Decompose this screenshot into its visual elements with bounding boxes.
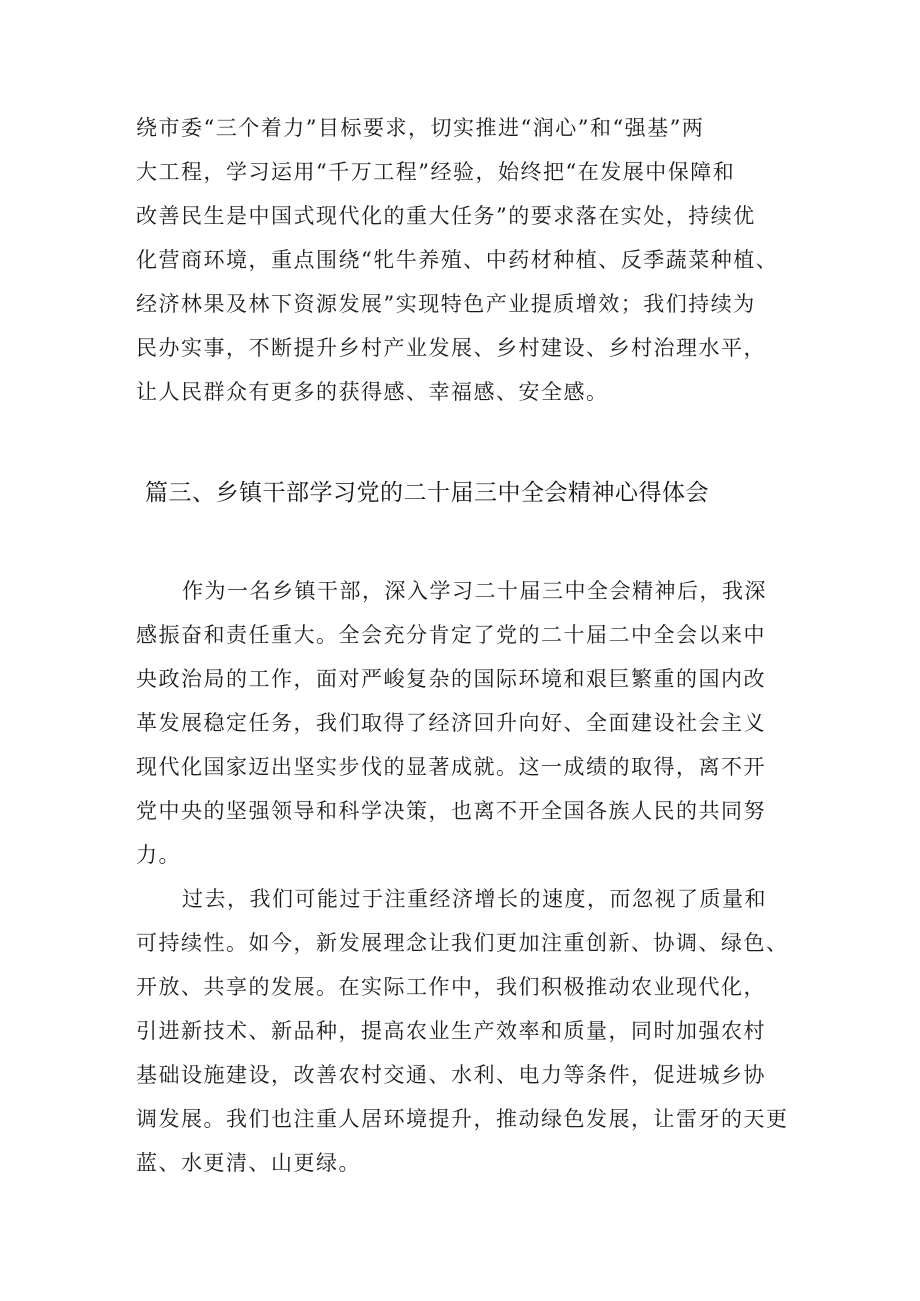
text-line: 可持续性。如今，新发展理念让我们更加注重创新、协调、绿色、 xyxy=(136,931,789,955)
text-line: 经济林果及林下资源发展”实现特色产业提质增效；我们持续为 xyxy=(136,292,756,316)
text-line: 绕市委“三个着力”目标要求，切实推进“润心”和“强基”两 xyxy=(136,116,705,140)
section-heading: 篇三、乡镇干部学习党的二十届三中全会精神心得体会 xyxy=(145,480,709,506)
text-line: 感振奋和责任重大。全会充分肯定了党的二十届二中全会以来中 xyxy=(136,623,766,647)
text-line: 化营商环境，重点围绕“牝牛养殖、中药材种植、反季蔬菜种植、 xyxy=(136,248,779,272)
text-line: 央政治局的工作，面对严峻复杂的国际环境和艰巨繁重的国内改 xyxy=(136,667,766,691)
text-line: 改善民生是中国式现代化的重大任务”的要求落在实处，持续优 xyxy=(136,204,756,228)
text-line: 基础设施建设，改善农村交通、水利、电力等条件，促进城乡协 xyxy=(136,1063,766,1087)
text-line: 革发展稳定任务，我们取得了经济回升向好、全面建设社会主义 xyxy=(136,711,766,735)
text-line: 民办实事，不断提升乡村产业发展、乡村建设、乡村治理水平， xyxy=(136,336,766,360)
text-line: 让人民群众有更多的获得感、幸福感、安全感。 xyxy=(136,380,609,404)
text-line: 过去，我们可能过于注重经济增长的速度，而忽视了质量和 xyxy=(182,887,767,911)
text-line: 引进新技术、新品种，提高农业生产效率和质量，同时加强农村 xyxy=(136,1019,766,1043)
text-line: 开放、共享的发展。在实际工作中，我们积极推动农业现代化， xyxy=(136,975,766,999)
text-line: 调发展。我们也注重人居环境提升，推动绿色发展，让雷牙的天更 xyxy=(136,1107,789,1131)
text-line: 作为一名乡镇干部，深入学习二十届三中全会精神后，我深 xyxy=(182,579,767,603)
text-line: 蓝、水更清、山更绿。 xyxy=(136,1151,361,1175)
text-line: 现代化国家迈出坚实步伐的显著成就。这一成绩的取得，离不开 xyxy=(136,755,766,779)
text-line: 党中央的坚强领导和科学决策，也离不开全国各族人民的共同努 xyxy=(136,799,766,823)
text-line: 大工程，学习运用“千万工程”经验，始终把“在发展中保障和 xyxy=(136,160,736,184)
text-line: 力。 xyxy=(136,843,181,867)
